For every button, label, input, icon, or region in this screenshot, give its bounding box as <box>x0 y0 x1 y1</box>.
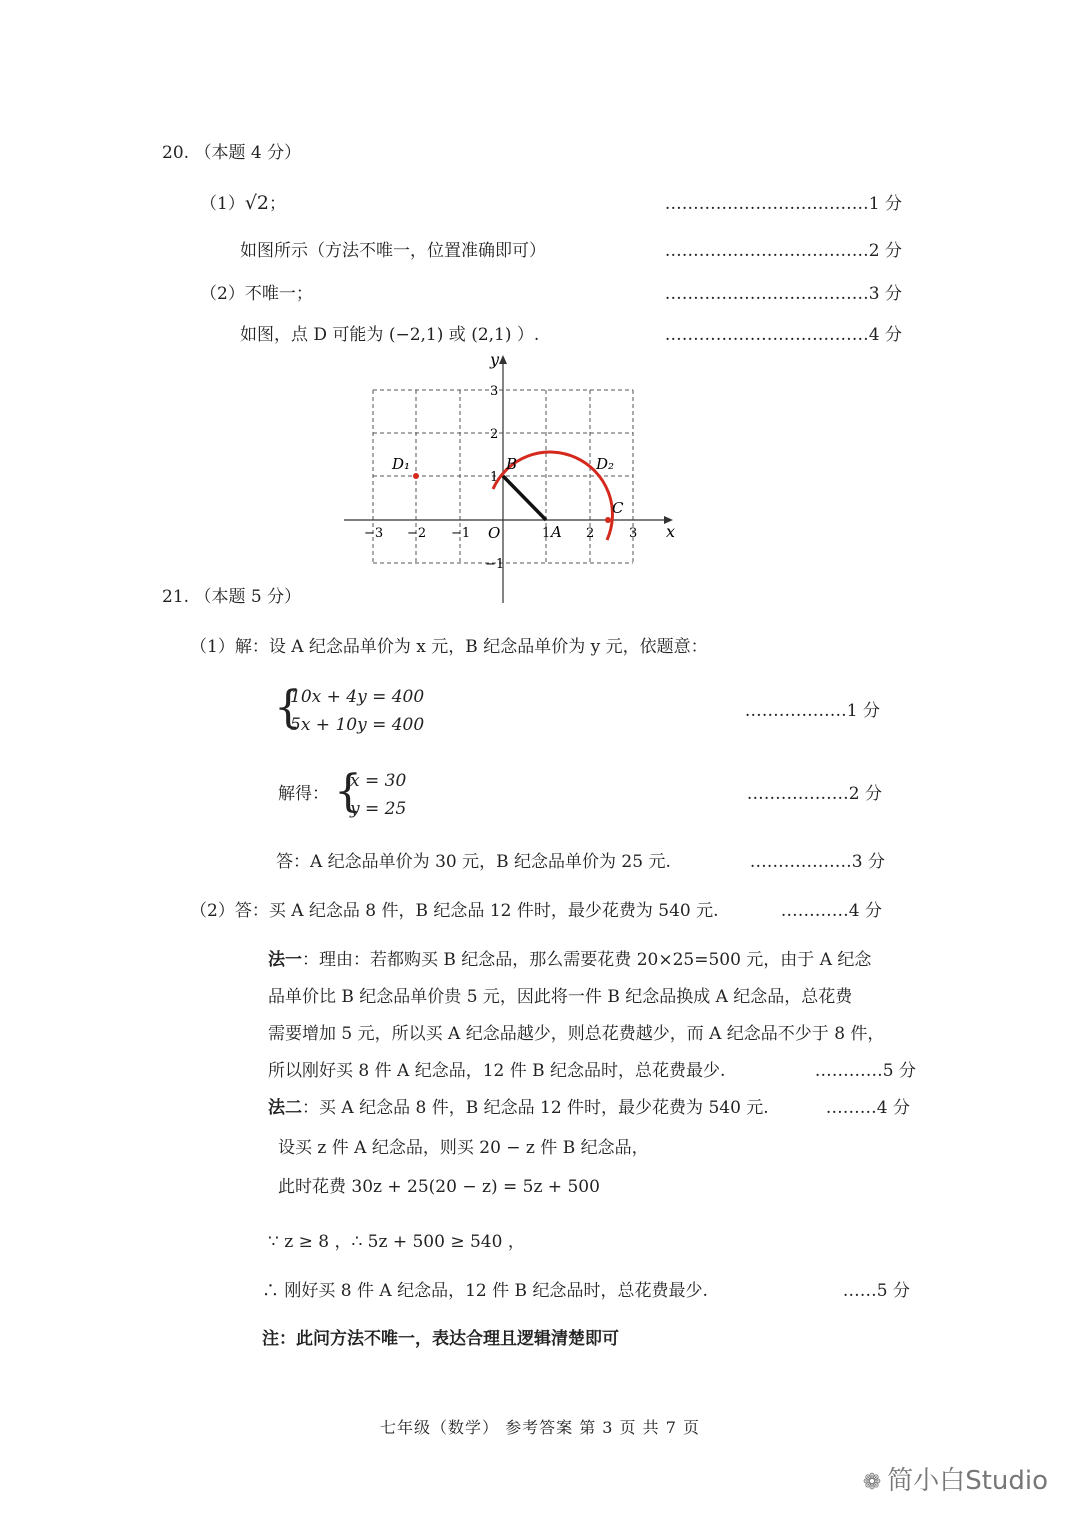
q20-part2-points: ………………………………3 分 <box>664 284 902 304</box>
y-axis-label: y <box>490 350 500 369</box>
q20-part1-value: √2 <box>244 192 270 214</box>
q20-part2-note: 如图，点 D 可能为 (−2,1) 或 (2,1) ）. <box>240 325 540 345</box>
origin-label: O <box>488 524 501 542</box>
x-axis-label: x <box>666 522 676 541</box>
point-a-label: A <box>551 523 562 541</box>
method2-final-points: ……5 分 <box>842 1281 910 1301</box>
method1-points: …………5 分 <box>814 1061 916 1081</box>
method2-label: 法二 <box>268 1098 302 1118</box>
q20-part1-label: （1） <box>200 194 245 214</box>
method1-line1-text: ：理由：若都购买 B 纪念品，那么需要花费 20×25=500 元，由于 A 纪念 <box>302 950 872 970</box>
sol-line-1: x = 30 <box>350 771 407 791</box>
y-tick-2: 2 <box>490 427 499 442</box>
method1-label: 法一 <box>268 950 302 970</box>
y-tick-neg1: −1 <box>485 557 505 572</box>
method2-line1 <box>268 1097 769 1119</box>
method1-line4: 所以刚好买 8 件 A 纪念品，12 件 B 纪念品时，总花费最少. <box>268 1061 726 1081</box>
point-d1-dot <box>413 473 419 479</box>
segment-ab <box>503 476 546 520</box>
method2-points: ………4 分 <box>825 1098 910 1118</box>
q20-part1 <box>200 192 286 215</box>
wechat-icon: ❁ <box>862 1470 882 1495</box>
note: 注：此问方法不唯一，表达合理且逻辑清楚即可 <box>262 1329 619 1349</box>
method2-line1-text: ：买 A 纪念品 8 件，B 纪念品 12 件时，最少花费为 540 元. <box>302 1098 769 1118</box>
q20-part1-tail: ； <box>269 194 287 214</box>
eq-line-2: 5x + 10y = 400 <box>290 715 425 735</box>
point-c-dot <box>605 517 611 523</box>
watermark <box>863 1460 1048 1497</box>
x-tick-3: 3 <box>629 526 638 541</box>
page-footer: 七年级（数学） 参考答案 第 3 页 共 7 页 <box>380 1418 700 1437</box>
eq-points: ………………1 分 <box>744 701 880 721</box>
answer-1-points: ………………3 分 <box>749 852 885 872</box>
solve-label: 解得： <box>278 784 329 804</box>
part2-answer: （2）答：买 A 纪念品 8 件，B 纪念品 12 件时，最少花费为 540 元. <box>190 901 719 921</box>
method2-line5: ∴ 刚好买 8 件 A 纪念品，12 件 B 纪念品时，总花费最少. <box>262 1281 708 1301</box>
method2-line4: ∵ z ≥ 8 ，∴ 5z + 500 ≥ 540 ， <box>268 1232 525 1252</box>
point-d1-label: D₁ <box>392 455 411 473</box>
sol-system-brace: { <box>334 766 362 817</box>
method1-line3: 需要增加 5 元，所以买 A 纪念品越少，则总花费越少，而 A 纪念品不少于 8 件， <box>268 1024 885 1044</box>
point-b-label: B <box>506 455 518 473</box>
x-tick-neg1: −1 <box>451 526 471 541</box>
x-tick-1: 1 <box>542 526 551 541</box>
x-tick-neg2: −2 <box>407 526 427 541</box>
q20-part1-note: 如图所示（方法不唯一，位置准确即可） <box>240 241 546 261</box>
q20-part1-note-points: ………………………………2 分 <box>664 241 902 261</box>
x-tick-2: 2 <box>586 526 595 541</box>
q20-part2: （2）不唯一； <box>200 284 313 304</box>
q21-part1-intro: （1）解：设 A 纪念品单价为 x 元，B 纪念品单价为 y 元，依题意： <box>190 637 708 657</box>
method2-line3: 此时花费 30z + 25(20 − z) = 5z + 500 <box>278 1177 600 1197</box>
x-tick-neg3: −3 <box>364 526 384 541</box>
sol-points: ………………2 分 <box>746 784 882 804</box>
coordinate-graph <box>330 345 690 610</box>
q20-header: 20. （本题 4 分） <box>162 143 302 163</box>
method1-line2: 品单价比 B 纪念品单价贵 5 元，因此将一件 B 纪念品换成 A 纪念品，总花费 <box>268 987 853 1007</box>
y-tick-3: 3 <box>490 384 499 399</box>
point-d2-label: D₂ <box>596 455 615 473</box>
answer-1: 答：A 纪念品单价为 30 元，B 纪念品单价为 25 元. <box>276 852 671 872</box>
q21-header: 21. （本题 5 分） <box>162 587 302 607</box>
method1-line1 <box>268 949 871 971</box>
y-axis-arrow <box>499 355 507 364</box>
sol-line-2: y = 25 <box>350 799 407 819</box>
method2-line2: 设买 z 件 A 纪念品，则买 20 − z 件 B 纪念品， <box>278 1138 649 1158</box>
point-c-label: C <box>612 499 624 517</box>
eq-line-1: 10x + 4y = 400 <box>290 687 425 707</box>
q20-part1-points: ………………………………1 分 <box>664 194 902 214</box>
eq-system-brace: { <box>274 682 302 733</box>
y-tick-1: 1 <box>490 470 499 485</box>
part2-points: …………4 分 <box>780 901 882 921</box>
watermark-text: 简小白Studio <box>887 1466 1048 1496</box>
q20-part2-note-points: ………………………………4 分 <box>664 325 902 345</box>
